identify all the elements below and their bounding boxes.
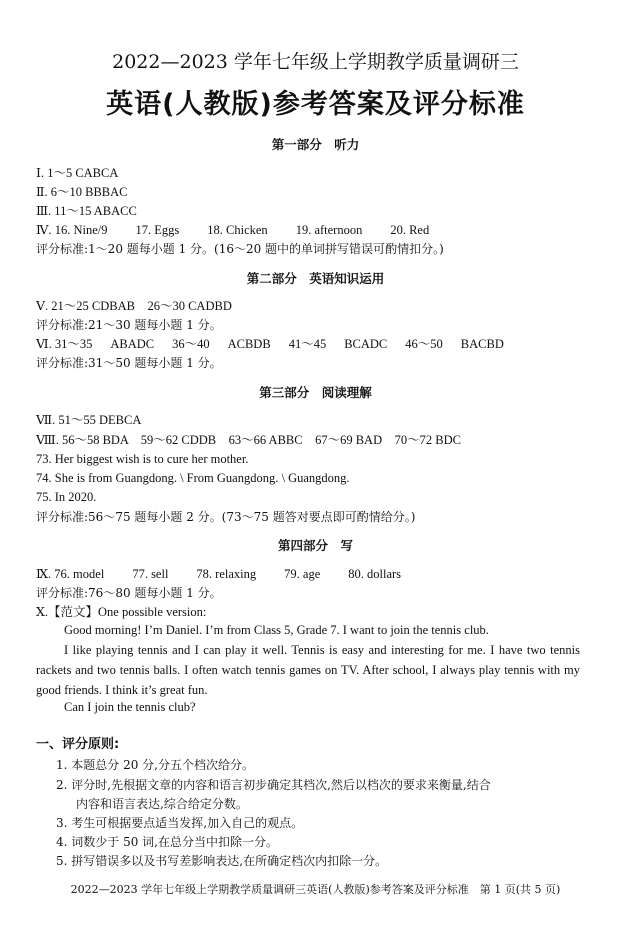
- essay-label: Ⅹ.【范文】One possible version:: [36, 605, 207, 619]
- answer-line-q9: [36, 566, 401, 582]
- essay-paragraph: Can I join the tennis club?: [64, 700, 196, 714]
- criteria-item: 3. 考生可根据要点适当发挥,加入自己的观点。: [56, 816, 304, 830]
- essay-paragraph: I like playing tennis and I can play it well. Tennis is easy and interesting for me. I have two tennis rackets and two tennis balls. I often watch tennis games on TV. After school, I always play tennis with my good friends. I think it’s great fun.: [36, 643, 580, 697]
- q9-label: Ⅸ. 76. model: [36, 567, 105, 581]
- q4-label: Ⅳ. 16. Nine/9: [36, 223, 108, 237]
- q4-item: 19. afternoon: [295, 223, 363, 237]
- q6-label: Ⅵ. 31～35: [36, 337, 93, 351]
- page-footer: 2022—2023 学年七年级上学期教学质量调研三英语(人教版)参考答案及评分标准 第 1 页(共 5 页): [70, 883, 561, 896]
- q6-group: 41～45: [288, 337, 327, 351]
- answer-line-q6: [36, 336, 504, 352]
- q6-group: BCADC: [344, 337, 388, 351]
- part2-scoring-1: 评分标准:21～30 题每小题 1 分。: [36, 318, 222, 332]
- q6-group: BACBD: [460, 337, 504, 351]
- q9-item: 78. relaxing: [196, 567, 257, 581]
- q4-item: 20. Red: [390, 223, 430, 237]
- q9-item: 79. age: [284, 567, 321, 581]
- answer-line-73: 73. Her biggest wish is to cure her mother.: [36, 452, 249, 466]
- q6-group: 46～50: [405, 337, 443, 351]
- part1-scoring: 评分标准:1～20 题每小题 1 分。(16～20 题中的单词拼写错误可酌情扣分。): [36, 242, 444, 256]
- criteria-item: 2. 评分时,先根据文章的内容和语言初步确定其档次,然后以档次的要求来衡量,结合: [56, 778, 491, 792]
- q9-item: 80. dollars: [348, 567, 402, 581]
- criteria-item: 1. 本题总分 20 分,分五个档次给分。: [56, 758, 254, 772]
- part2-heading: 第二部分 英语知识运用: [246, 271, 385, 286]
- answer-line-q7: Ⅶ. 51～55 DEBCA: [36, 413, 142, 427]
- part4-scoring: 评分标准:76～80 题每小题 1 分。: [36, 586, 222, 600]
- criteria-heading: 一、评分原则:: [36, 737, 120, 752]
- answer-line-q1: Ⅰ. 1～5 CABCA: [36, 166, 119, 180]
- document-subtitle: 英语(人教版)参考答案及评分标准: [106, 89, 525, 120]
- q6-group: 36～40: [172, 337, 210, 351]
- answer-line-q5: Ⅴ. 21～25 CDBAB 26～30 CADBD: [36, 299, 232, 313]
- criteria-item: 4. 词数少于 50 词,在总分当中扣除一分。: [56, 835, 278, 849]
- document-title: 2022—2023 学年七年级上学期教学质量调研三: [112, 51, 519, 73]
- criteria-item-continued: 内容和语言表达,综合给定分数。: [76, 797, 248, 811]
- part1-heading: 第一部分 听力: [271, 137, 360, 152]
- q4-item: 18. Chicken: [207, 223, 268, 237]
- q9-item: 77. sell: [132, 567, 169, 581]
- q6-group: ABADC: [110, 337, 155, 351]
- criteria-item: 5. 拼写错误多以及书写差影响表达,在所确定档次内扣除一分。: [56, 854, 388, 868]
- answer-line-q8: Ⅷ. 56～58 BDA 59～62 CDDB 63～66 ABBC 67～69 BAD 70～72 BDC: [36, 433, 461, 447]
- answer-line-75: 75. In 2020.: [36, 490, 97, 504]
- part2-scoring-2: 评分标准:31～50 题每小题 1 分。: [36, 356, 222, 370]
- answer-line-q2: Ⅱ. 6～10 BBBAC: [36, 185, 128, 199]
- essay-paragraph: Good morning! I’m Daniel. I’m from Class 5, Grade 7. I want to join the tennis club.: [64, 623, 489, 637]
- part4-heading: 第四部分 写: [277, 538, 353, 553]
- q4-item: 17. Eggs: [135, 223, 180, 237]
- answer-line-q3: Ⅲ. 11～15 ABACC: [36, 204, 137, 218]
- answer-line-74: 74. She is from Guangdong. \ From Guangdong. \ Guangdong.: [36, 471, 350, 485]
- part3-heading: 第三部分 阅读理解: [259, 385, 372, 400]
- answer-line-q4: [36, 222, 429, 238]
- q6-group: ACBDB: [227, 337, 271, 351]
- part3-scoring: 评分标准:56～75 题每小题 2 分。(73～75 题答对要点即可酌情给分。): [36, 510, 416, 524]
